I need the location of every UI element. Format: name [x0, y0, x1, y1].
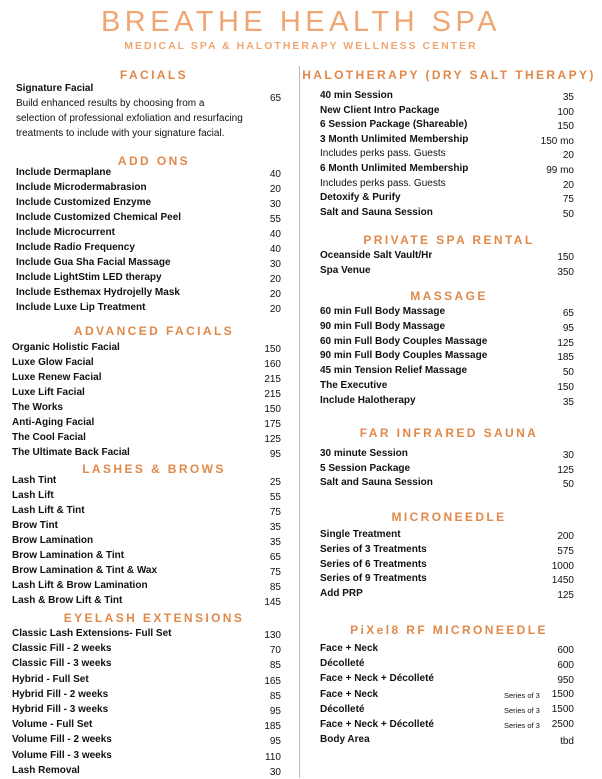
massage-item-name: 45 min Tension Relief Massage [320, 365, 468, 376]
advanced-item-name: The Cool Facial [12, 432, 86, 443]
advanced-item-price: 150 [264, 404, 281, 415]
lashes-item-price: 75 [269, 507, 281, 518]
extensions-item-name: Hybrid Fill - 2 weeks [12, 689, 109, 700]
signature-facial-description: Build enhanced results by choosing from a selection of professional exfoliation and resurfacing treatments to include with your signature facial. [16, 98, 243, 139]
lashes-item-name: Brow Lamination & Tint & Wax [12, 565, 158, 576]
halotherapy-item-name: New Client Intro Package [320, 105, 440, 116]
extensions-item-price: 95 [269, 736, 281, 747]
advanced-item-price: 215 [264, 374, 281, 385]
pixel8-item-name: Décolleté [320, 658, 365, 669]
addons-item-price: 30 [269, 259, 281, 270]
halotherapy-item-price: 150 [557, 121, 574, 132]
halotherapy-item-name: 6 Session Package (Shareable) [320, 119, 468, 130]
extensions-item-price: 85 [269, 660, 281, 671]
column-divider [299, 66, 300, 778]
spa-subtitle: MEDICAL SPA & HALOTHERAPY WELLNESS CENTER [124, 40, 478, 52]
extensions-item-price: 85 [269, 691, 281, 702]
microneedle-item-name: Series of 9 Treatments [320, 573, 427, 584]
sauna-item-price: 50 [562, 479, 574, 490]
addons-item-price: 40 [269, 169, 281, 180]
massage-item-price: 50 [562, 367, 574, 378]
advanced-heading: ADVANCED FACIALS [73, 324, 235, 338]
addons-item-name: Include LightStim LED therapy [16, 272, 162, 283]
microneedle-heading: MICRONEEDLE [391, 510, 507, 524]
pixel8-item-price: 600 [557, 645, 574, 656]
massage-item-price: 150 [557, 382, 574, 393]
sauna-item-name: 30 minute Session [320, 448, 408, 459]
extensions-item-name: Classic Fill - 3 weeks [12, 658, 112, 669]
lashes-item-name: Lash Lift [12, 490, 54, 501]
microneedle-item-price: 575 [557, 546, 574, 557]
advanced-item-price: 125 [264, 434, 281, 445]
signature-facial-price: 65 [270, 93, 282, 104]
addons-item-name: Include Esthemax Hydrojelly Mask [16, 287, 180, 298]
addons-item-name: Include Customized Enzyme [16, 197, 152, 208]
rental-item-name: Oceanside Salt Vault/Hr [320, 250, 433, 261]
halotherapy-item-name: 40 min Session [320, 90, 393, 101]
pixel8-item-name: Face + Neck + Décolleté [320, 719, 434, 730]
massage-heading: MASSAGE [410, 289, 488, 303]
addons-item-name: Include Dermaplane [16, 167, 112, 178]
halotherapy-item-name: Includes perks pass. Guests [320, 178, 446, 189]
pixel8-item-name: Face + Neck [320, 643, 379, 654]
massage-item-name: Include Halotherapy [320, 395, 416, 406]
halotherapy-item-price: 75 [562, 194, 574, 205]
advanced-item-price: 150 [264, 344, 281, 355]
advanced-item-name: The Works [12, 402, 63, 413]
addons-item-price: 30 [269, 199, 281, 210]
halotherapy-item-name: Detoxify & Purify [320, 192, 401, 203]
facials-heading: FACIALS [119, 68, 189, 82]
advanced-item-price: 95 [269, 449, 281, 460]
lashes-item-name: Lash Tint [12, 475, 57, 486]
microneedle-item-price: 125 [557, 590, 574, 601]
addons-item-name: Include Customized Chemical Peel [16, 212, 182, 223]
pixel8-item-price: tbd [560, 736, 574, 747]
extensions-item-price: 70 [269, 645, 281, 656]
massage-item-name: 60 min Full Body Couples Massage [320, 336, 488, 347]
halotherapy-item-name: Salt and Sauna Session [320, 207, 433, 218]
sauna-heading: FAR INFRARED SAUNA [359, 426, 539, 440]
addons-item-name: Include Microdermabrasion [16, 182, 147, 193]
halotherapy-item-price: 20 [562, 150, 574, 161]
lashes-item-price: 85 [269, 582, 281, 593]
rental-heading: PRIVATE SPA RENTAL [363, 233, 535, 247]
lashes-item-price: 145 [264, 597, 281, 608]
lashes-item-name: Lash & Brow Lift & Tint [12, 595, 123, 606]
microneedle-item-name: Add PRP [320, 588, 363, 599]
addons-item-price: 40 [269, 244, 281, 255]
massage-item-name: 90 min Full Body Massage [320, 321, 446, 332]
halotherapy-heading: HALOTHERAPY (DRY SALT THERAPY) [302, 68, 596, 82]
pixel8-item-price: 2500 [551, 719, 574, 730]
advanced-item-name: Organic Holistic Facial [12, 342, 120, 353]
addons-item-name: Include Radio Frequency [16, 242, 135, 253]
pixel8-item-name: Body Area [320, 734, 370, 745]
extensions-item-name: Volume Fill - 2 weeks [12, 734, 112, 745]
sauna-item-price: 30 [562, 450, 574, 461]
pixel8-item-price: 1500 [551, 704, 574, 715]
massage-item-price: 35 [562, 397, 574, 408]
pixel8-heading: PiXel8 RF MICRONEEDLE [350, 623, 548, 637]
pixel8-item-name: Face + Neck + Décolleté [320, 673, 434, 684]
addons-item-price: 20 [269, 274, 281, 285]
pixel8-item-name: Décolleté [320, 704, 365, 715]
lashes-item-name: Lash Lift & Tint [12, 505, 85, 516]
pixel8-series-label: Series of 3 [504, 691, 540, 700]
advanced-item-price: 215 [264, 389, 281, 400]
pixel8-item-price: 1500 [551, 689, 574, 700]
rental-item-name: Spa Venue [320, 265, 371, 276]
lashes-item-price: 35 [269, 537, 281, 548]
advanced-item-name: The Ultimate Back Facial [12, 447, 130, 458]
halotherapy-item-price: 99 mo [546, 165, 574, 176]
microneedle-item-name: Series of 3 Treatments [320, 544, 427, 555]
lashes-item-name: Brow Lamination & Tint [12, 550, 125, 561]
halotherapy-item-price: 20 [562, 180, 574, 191]
extensions-item-price: 130 [264, 630, 281, 641]
halotherapy-item-name: 3 Month Unlimited Membership [320, 134, 469, 145]
addons-item-price: 20 [269, 304, 281, 315]
pixel8-series-label: Series of 3 [504, 706, 540, 715]
sauna-item-name: 5 Session Package [320, 463, 411, 474]
microneedle-item-price: 1000 [551, 561, 574, 572]
extensions-item-price: 165 [264, 676, 281, 687]
addons-item-price: 20 [269, 184, 281, 195]
microneedle-item-price: 1450 [551, 575, 574, 586]
halotherapy-item-price: 50 [562, 209, 574, 220]
advanced-item-name: Luxe Renew Facial [12, 372, 102, 383]
extensions-item-price: 185 [264, 721, 281, 732]
sauna-item-name: Salt and Sauna Session [320, 477, 433, 488]
microneedle-item-name: Series of 6 Treatments [320, 559, 427, 570]
lashes-item-price: 35 [269, 522, 281, 533]
massage-item-price: 65 [562, 308, 574, 319]
massage-item-name: The Executive [320, 380, 388, 391]
extensions-item-price: 30 [269, 767, 281, 778]
addons-item-name: Include Gua Sha Facial Massage [16, 257, 171, 268]
addons-item-name: Include Luxe Lip Treatment [16, 302, 146, 313]
addons-item-name: Include Microcurrent [16, 227, 115, 238]
extensions-item-name: Volume Fill - 3 weeks [12, 750, 112, 761]
lashes-item-name: Brow Tint [12, 520, 58, 531]
halotherapy-item-price: 35 [562, 92, 574, 103]
addons-item-price: 40 [269, 229, 281, 240]
advanced-item-price: 160 [264, 359, 281, 370]
massage-item-name: 60 min Full Body Massage [320, 306, 446, 317]
extensions-item-name: Volume - Full Set [12, 719, 93, 730]
halotherapy-item-price: 100 [557, 107, 574, 118]
extensions-heading: EYELASH EXTENSIONS [63, 611, 245, 625]
halotherapy-item-name: Includes perks pass. Guests [320, 148, 446, 159]
microneedle-item-price: 200 [557, 531, 574, 542]
signature-facial-name: Signature Facial [16, 83, 94, 94]
halotherapy-item-price: 150 mo [540, 136, 574, 147]
extensions-item-name: Hybrid - Full Set [12, 674, 89, 685]
lashes-item-name: Lash Lift & Brow Lamination [12, 580, 148, 591]
addons-item-price: 20 [269, 289, 281, 300]
extensions-item-name: Hybrid Fill - 3 weeks [12, 704, 109, 715]
advanced-item-name: Luxe Glow Facial [12, 357, 94, 368]
addons-item-price: 55 [269, 214, 281, 225]
massage-item-price: 185 [557, 352, 574, 363]
lashes-heading: LASHES & BROWS [82, 462, 226, 476]
rental-item-price: 350 [557, 267, 574, 278]
lashes-item-price: 65 [269, 552, 281, 563]
lashes-item-price: 75 [269, 567, 281, 578]
massage-item-price: 95 [562, 323, 574, 334]
halotherapy-item-name: 6 Month Unlimited Membership [320, 163, 469, 174]
lashes-item-price: 25 [269, 477, 281, 488]
massage-item-price: 125 [557, 338, 574, 349]
rental-item-price: 150 [557, 252, 574, 263]
massage-item-name: 90 min Full Body Couples Massage [320, 350, 488, 361]
pixel8-item-price: 600 [557, 660, 574, 671]
microneedle-item-name: Single Treatment [320, 529, 401, 540]
advanced-item-name: Luxe Lift Facial [12, 387, 85, 398]
lashes-item-price: 55 [269, 492, 281, 503]
extensions-item-price: 110 [265, 752, 281, 763]
advanced-item-name: Anti-Aging Facial [12, 417, 95, 428]
extensions-item-name: Classic Fill - 2 weeks [12, 643, 112, 654]
extensions-item-price: 95 [269, 706, 281, 717]
advanced-item-price: 175 [264, 419, 281, 430]
pixel8-item-price: 950 [557, 675, 574, 686]
addons-heading: ADD ONS [117, 154, 191, 168]
extensions-item-name: Lash Removal [12, 765, 80, 776]
pixel8-series-label: Series of 3 [504, 721, 540, 730]
sauna-item-price: 125 [557, 465, 574, 476]
lashes-item-name: Brow Lamination [12, 535, 94, 546]
spa-title: BREATHE HEALTH SPA [100, 6, 502, 38]
pixel8-item-name: Face + Neck [320, 689, 379, 700]
extensions-item-name: Classic Lash Extensions- Full Set [12, 628, 172, 639]
